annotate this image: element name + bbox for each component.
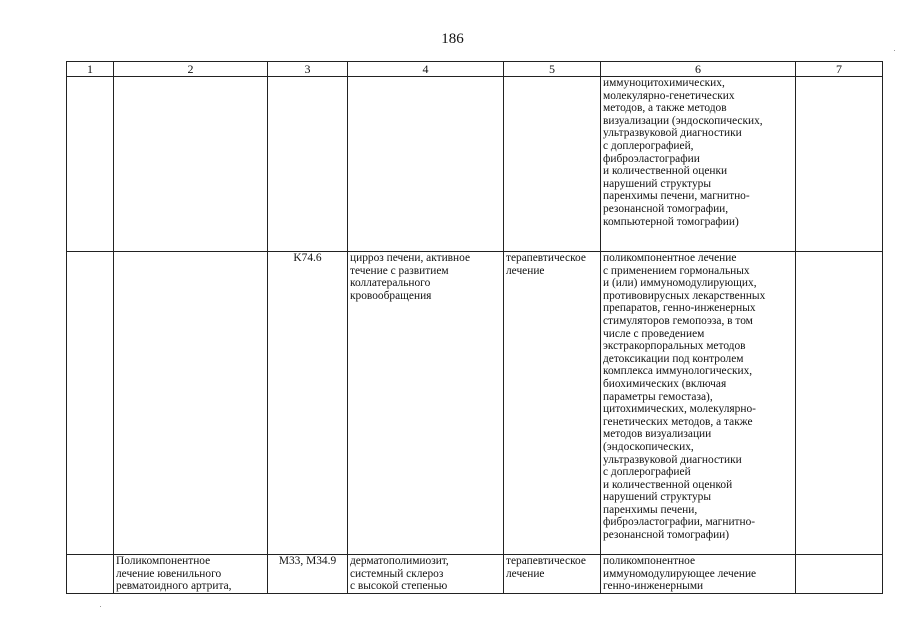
icd-code-cell [268,77,348,252]
treatment-method-cell: поликомпонентное лечение с применением гормональных и (или) иммуномодулирующих, противовирусных лекарственных препаратов, генно-инженерных стимуляторов гемопоэза, в том числе с проведением экстракорпоральных методов детоксикации под контролем комплекса иммунологических, биохимических (включая параметры гемостаза), цитохимических, молекулярно- генетических методов, а также методов визуализации (эндоскопических, ультразвуковой диагностики с доплерографией и количественной оценкой нарушений структуры паренхимы печени, фиброэластографии, магнитно- резонансной томографии) [601,252,796,555]
row-number-cell [67,77,114,252]
treatment-type-cell: терапевтическое лечение [504,252,601,555]
header-col-1: 1 [67,62,114,77]
treatment-type-cell: терапевтическое лечение [504,555,601,594]
header-col-2: 2 [114,62,268,77]
care-profile-cell [114,77,268,252]
treatment-method-cell: иммуноцитохимических, молекулярно-генетических методов, а также методов визуализации (эндоскопических, ультразвуковой диагностики с доплерографией, фиброэластографии и количественной оценки нарушений структуры паренхимы печени, магнитно- резонансной томографии, компьютерной томографии) [601,77,796,252]
medical-care-table [66,61,883,594]
patient-model-cell: цирроз печени, активное течение с развитием коллатерального кровообращения [348,252,504,555]
care-profile-cell: Поликомпонентное лечение ювенильного ревматоидного артрита, [114,555,268,594]
norm-cell [796,555,883,594]
norm-cell [796,77,883,252]
table-row [67,555,883,594]
treatment-method-cell: поликомпонентное иммуномодулирующее лечение генно-инженерными [601,555,796,594]
header-col-5: 5 [504,62,601,77]
icd-code-cell: M33, M34.9 [268,555,348,594]
icd-code-cell: K74.6 [268,252,348,555]
header-col-3: 3 [268,62,348,77]
patient-model-cell: дерматополимиозит, системный склероз с высокой степенью [348,555,504,594]
norm-cell [796,252,883,555]
row-number-cell [67,252,114,555]
page-number: 186 [441,31,464,47]
care-profile-cell [114,252,268,555]
scan-speck [100,606,101,607]
header-col-6: 6 [601,62,796,77]
row-number-cell [67,555,114,594]
header-col-4: 4 [348,62,504,77]
patient-model-cell [348,77,504,252]
scan-speck [894,50,895,51]
table-row [67,77,883,252]
header-row [67,62,883,77]
table-row [67,252,883,555]
treatment-type-cell [504,77,601,252]
header-col-7: 7 [796,62,883,77]
